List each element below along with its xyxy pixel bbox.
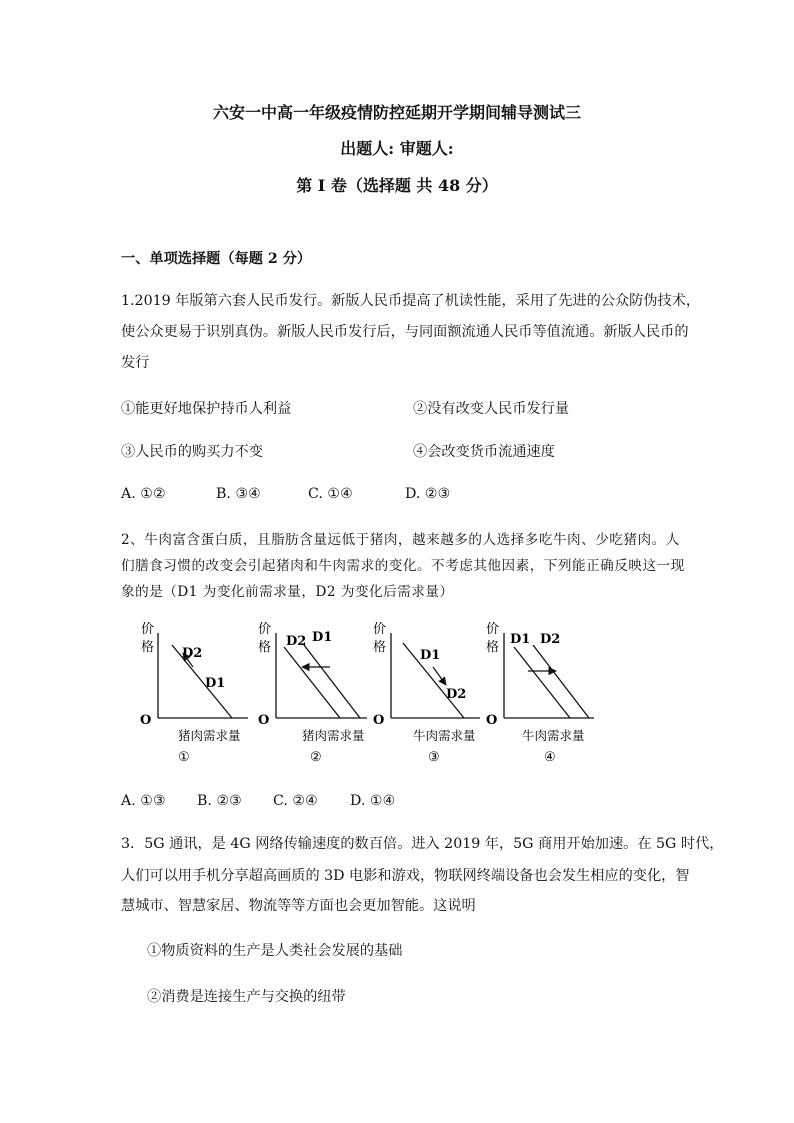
q2-answer-c: C. ②④ (273, 793, 318, 809)
graph-3-label-d1: D1 (420, 648, 441, 663)
graph-3-xlabel: 牛肉需求量 (413, 728, 476, 743)
graph-1-label-d2: D2 (182, 646, 203, 661)
q1-answer-b: B. ③④ (216, 486, 261, 502)
q1-statement-3: ③人民币的购买力不变 (121, 444, 263, 460)
q3-line-1: 3．5G 通讯，是 4G 网络传输速度的数百倍。进入 2019 年，5G 商用开始加速。在 5G 时代， (121, 836, 724, 852)
graph-2-label-d2: D2 (286, 634, 307, 649)
graph-2-xlabel: 猪肉需求量 (302, 728, 365, 743)
graph-2-ylabel-bottom: 格 (258, 640, 272, 655)
q3-statement-2: ②消费是连接生产与交换的纽带 (147, 989, 346, 1005)
q1-line-2: 使公众更易于识别真伪。新版人民币发行后，与同面额流通人民币等值流通。新版人民币的 (121, 324, 689, 340)
q1-line-3: 发行 (121, 355, 150, 371)
graph-1-ylabel-top: 价 (141, 622, 155, 637)
graph-2-origin: O (258, 713, 270, 728)
graph-4-number: ④ (544, 750, 556, 765)
q1-answer-a: A. ①② (121, 486, 166, 502)
q2-line-3: 象的是（D1 为变化前需求量，D2 为变化后需求量） (121, 584, 454, 600)
exam-title: 六安一中高一年级疫情防控延期开学期间辅导测试三 (212, 103, 581, 122)
q2-answer-a: A. ①③ (121, 793, 166, 809)
graph-1-number: ① (178, 750, 190, 765)
q1-statement-4: ④会改变货币流通速度 (413, 444, 555, 460)
graph-1-ylabel-bottom: 格 (141, 640, 155, 655)
q1-statement-2: ②没有改变人民币发行量 (413, 401, 570, 417)
graph-1-label-d1: D1 (205, 676, 226, 691)
graph-4-xlabel: 牛肉需求量 (522, 728, 585, 743)
exam-authors: 出题人: 审题人: (340, 139, 454, 158)
graph-4-label-d1: D1 (510, 632, 531, 647)
section-heading: 一、单项选择题（每题 2 分） (121, 251, 312, 267)
graph-2-curve-d2 (284, 647, 340, 718)
graph-2-label-d1: D1 (312, 630, 333, 645)
q2-answer-b: B. ②③ (197, 793, 242, 809)
graph-4 (486, 622, 594, 765)
q2-line-2: 们膳食习惯的改变会引起猪肉和牛肉需求的变化。不考虑其他因素，下列能正确反映这一现 (121, 558, 685, 574)
graph-3-label-d2: D2 (446, 687, 467, 702)
q2-answer-d: D. ①④ (350, 793, 396, 809)
graph-1-origin: O (140, 713, 152, 728)
graph-4-label-d2: D2 (540, 632, 561, 647)
graph-3-ylabel-top: 价 (373, 622, 387, 637)
graph-4-ylabel-top: 价 (486, 622, 500, 637)
graph-3-origin: O (373, 713, 385, 728)
graph-2-ylabel-top: 价 (258, 622, 272, 637)
q1-line-1: 1.2019 年版第六套人民币发行。新版人民币提高了机读性能，采用了先进的公众防伪技术， (121, 293, 701, 309)
q3-line-2: 人们可以用手机分享超高画质的 3D 电影和游戏，物联网终端设备也会发生相应的变化，智 (121, 868, 690, 884)
q1-answer-d: D. ②③ (405, 486, 451, 502)
graph-1-xlabel: 猪肉需求量 (178, 728, 241, 743)
graph-1 (140, 622, 248, 765)
graph-4-ylabel-bottom: 格 (486, 640, 500, 655)
graph-4-origin: O (486, 713, 498, 728)
graph-2 (258, 622, 367, 765)
q3-line-3: 慧城市、智慧家居、物流等等方面也会更加智能。这说明 (121, 898, 476, 914)
q3-statement-1: ①物质资料的生产是人类社会发展的基础 (147, 943, 403, 959)
volume-heading: 第 I 卷（选择题 共 48 分） (296, 176, 498, 195)
q2-line-1: 2、牛肉富含蛋白质，且脂肪含量远低于猪肉，越来越多的人选择多吃牛肉、少吃猪肉。人 (121, 532, 680, 548)
demand-graphs (0, 615, 794, 775)
q1-answer-c: C. ①④ (308, 486, 353, 502)
q1-statement-1: ①能更好地保护持币人利益 (121, 401, 292, 417)
graph-3-ylabel-bottom: 格 (373, 640, 387, 655)
graph-2-number: ② (310, 750, 322, 765)
graph-3 (373, 622, 480, 765)
graph-3-number: ③ (428, 750, 440, 765)
